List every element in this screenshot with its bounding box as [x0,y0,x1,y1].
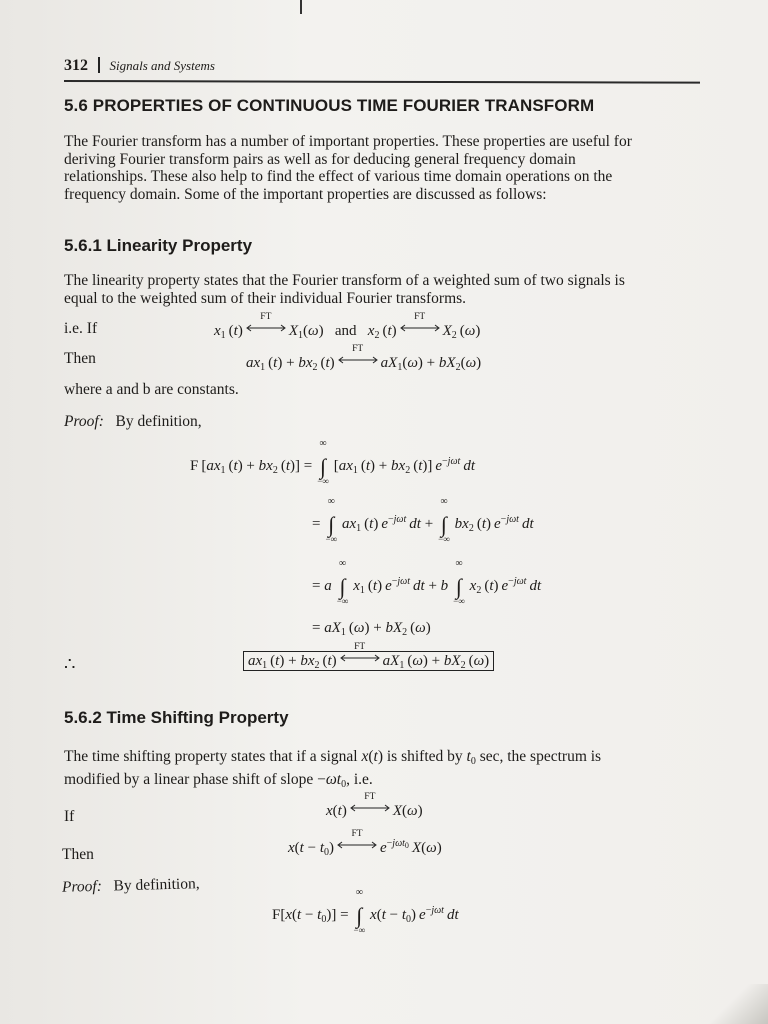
intro-line: relationships. These also help to find the effect of various time domain operations on the [64,168,613,185]
time-shift-result-equation: $x(t - t_0)$ FT $e^{-j\omega t_0}$ X(ω) [288,829,442,858]
intro-line: deriving Fourier transform pairs as well as for deducing general frequency domain [64,150,576,168]
time-shift-proof [62,875,200,897]
intro-line: frequency domain. Some of the important properties are discussed as follows: [64,185,547,203]
desc-line: equal to the weighted sum of their individual Fourier transforms. [64,289,467,307]
header-divider [98,57,100,73]
time-shifting-heading: 5.6.2 Time Shifting Property [64,708,289,727]
if-label: If [64,808,75,825]
ft-arrow: FT [336,839,378,851]
linearity-boxed-result: $ax_1$ $(t) + bx_2$ (t) FT $aX_1$ $(\omega) + bX_2$ (ω) [243,652,494,671]
time-shift-given-equation: x(t) FT X(ω) [326,792,423,819]
intro-line: The Fourier transform has a number of important properties. These properties are useful for [64,133,632,150]
book-title: Signals and Systems [109,58,215,73]
page-mark [300,0,302,14]
header-rule [64,80,700,83]
integral-sign: ∞ ∫ −∞ [336,558,349,606]
section-heading: 5.6 PROPERTIES OF CONTINUOUS TIME FOURIER TRANSFORM [64,96,595,115]
integral-sign: ∞ ∫ −∞ [438,496,450,544]
running-header [64,57,215,75]
time-shifting-description [64,748,710,793]
desc-line: modified by a linear phase shift of slope $-\omega t_0$, i.e. [64,770,373,790]
page-corner-shadow [708,984,768,1024]
integral-sign: ∞ ∫ −∞ [317,438,329,486]
where-text: where a and b are constants. [64,381,239,398]
proof-step-3: = a ∞ ∫ −∞ $x_1$ (t) $e^{-j\omega t}$ dt + b ∞ ∫ −∞ $x_2$ (t) $e^{-j\omega t}$ dt [312,558,542,606]
proof-step-4: = $aX_1$ $(\omega) + bX_2$ (ω) [312,620,431,638]
integral-sign: ∞ ∫ −∞ [325,496,337,544]
proof-label: Proof: [61,877,103,896]
ft-arrow: FT [349,802,391,814]
then-label: Then [62,846,94,863]
integral-sign: ∞ ∫ −∞ [353,887,366,935]
proof-label: Proof: [64,413,104,430]
desc-line: The time shifting property states that if a signal x(t) is shifted by $t_0$ sec, the spectrum is [64,748,602,767]
linearity-heading: 5.6.1 Linearity Property [64,236,253,255]
desc-line: The linearity property states that the Fourier transform of a weighted sum of two signals is [64,272,625,289]
page-number: 312 [64,57,88,74]
proof-step-2: = ∞ ∫ −∞ $ax_1$ (t) $e^{-j\omega t}$ dt + ∞ ∫ −∞ $bx_2$ (t) $e^{-j\omega t}$ dt [312,496,534,544]
proof-step-1: F [$ax_1$ $(t) + bx_2$ (t)] = ∞ ∫ −∞ [$ax_1$ $(t) + bx_2$ (t)] $e^{-j\omega t}$ dt [190,438,475,486]
linearity-proof [64,413,202,431]
linearity-description [64,272,706,307]
intro-paragraph [64,133,704,203]
ft-arrow: FT [337,354,379,366]
linearity-given-equation: $x_1$ (t) FT $X_1(\omega)$ and $x_2$ (t) FT $X_2$ (ω) [214,312,481,341]
if-label: i.e. If [64,320,98,337]
ft-arrow: FT [399,322,441,334]
linearity-result-equation: $ax_1$ $(t) + bx_2$ (t) FT $aX_1(\omega) + bX_2(\omega)$ [246,344,482,373]
then-label: Then [64,350,96,367]
ft-arrow: FT [245,322,287,334]
proof-text: By definition, [113,875,200,895]
time-shift-proof-step-1: $F[x(t - t_0)]$ = ∞ ∫ −∞ $x(t - t_0)$ $e^{-j\omega t}$ dt [272,887,459,935]
ft-arrow: FT [339,652,381,664]
therefore-symbol: ∴ [64,654,76,674]
proof-text: By definition, [115,413,202,430]
integral-sign: ∞ ∫ −∞ [453,558,465,606]
